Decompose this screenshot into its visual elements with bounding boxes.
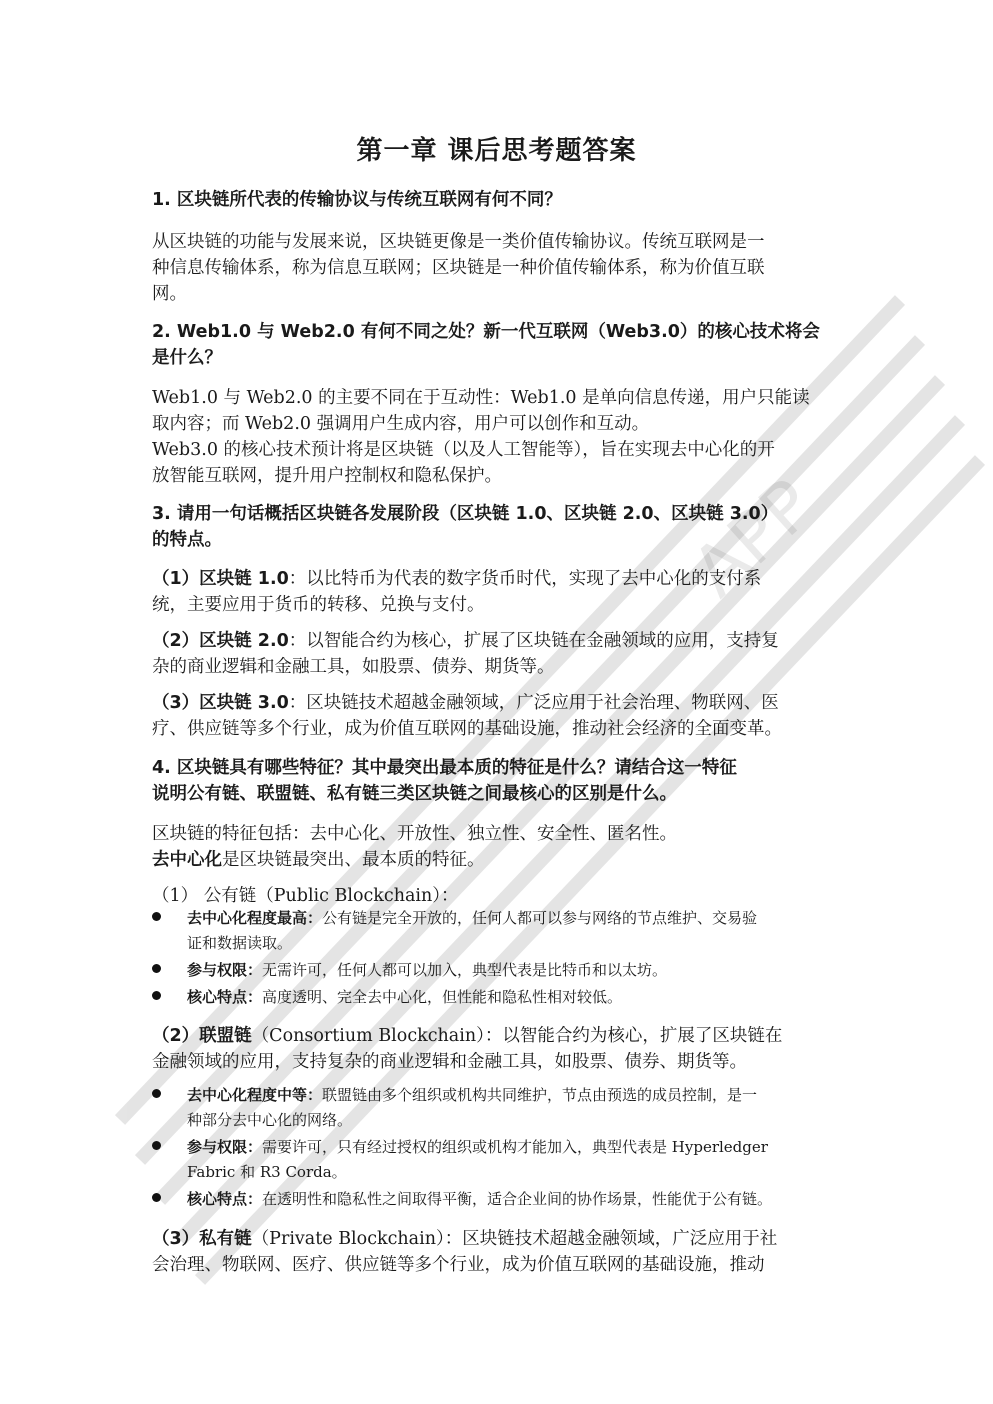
question-4-line: 说明公有链、联盟链、私有链三类区块链之间最核心的区别是什么。 [152,784,677,804]
private-text: （Private Blockchain）：区块链技术超越金融领域，广泛应用于社 [251,1229,778,1249]
bullet-item [187,986,622,1007]
stage-text: ：区块链技术超越金融领域，广泛应用于社会治理、物联网、医 [288,693,779,713]
answer-2-line: 取内容；而 Web2.0 强调用户生成内容，用户可以创作和互动。 [152,414,650,434]
bullet-text-line: Fabric 和 R3 Corda。 [187,1163,347,1181]
question-3-line: 3. 请用一句话概括区块链各发展阶段（区块链 1.0、区块链 2.0、区块链 3.0） [152,504,779,524]
stage-text-line: 杂的商业逻辑和金融工具，如股票、债券、期货等。 [152,657,555,677]
consortium-text: （Consortium Blockchain）：以智能合约为核心，扩展了区块链在 [251,1026,783,1046]
stage-text-line: 统，主要应用于货币的转移、兑换与支付。 [152,595,485,615]
bullet-item [187,907,757,928]
bullet-icon [152,1193,161,1202]
bullet-icon [152,1089,161,1098]
answer-1-line: 种信息传输体系，称为信息互联网；区块链是一种价值传输体系，称为价值互联 [152,258,765,278]
bullet-label: 参与权限： [187,1138,263,1156]
key-feature-rest: 是区块链最突出、最本质的特征。 [222,850,485,870]
stage-label: （2）区块链 2.0 [152,631,289,651]
question-4-line: 4. 区块链具有哪些特征？其中最突出最本质的特征是什么？请结合这一特征 [152,758,737,778]
bullet-label: 核心特点： [187,1190,263,1208]
bullet-label: 参与权限： [187,961,263,979]
answer-1-line: 从区块链的功能与发展来说，区块链更像是一类价值传输协议。传统互联网是一 [152,232,765,252]
consortium-chain-heading [152,1022,782,1047]
answer-2-line: Web3.0 的核心技术预计将是区块链（以及人工智能等），旨在实现去中心化的开 [152,440,775,460]
bullet-label: 核心特点： [187,988,263,1006]
stage-label: （1）区块链 1.0 [152,569,289,589]
consortium-label: （2）联盟链 [152,1026,252,1046]
features-text: 区块链的特征包括：去中心化、开放性、独立性、安全性、匿名性。 [152,824,677,844]
stage-label: （3）区块链 3.0 [152,693,289,713]
bullet-label: 去中心化程度最高： [187,909,323,927]
bullet-text: 联盟链由多个组织或机构共同维护，节点由预选的成员控制，是一 [322,1086,758,1104]
private-chain-heading [152,1225,777,1250]
question-2-line: 是什么？ [152,348,222,368]
bullet-item [187,1084,757,1105]
bullet-item [187,1188,772,1209]
bullet-item [187,959,667,980]
question-3-line: 的特点。 [152,530,222,550]
question-1: 1. 区块链所代表的传输协议与传统互联网有何不同？ [152,190,562,210]
question-2-line: 2. Web1.0 与 Web2.0 有何不同之处？新一代互联网（Web3.0）的核心技术将会 [152,322,820,342]
answer-2-line: 放智能互联网，提升用户控制权和隐私保护。 [152,466,502,486]
watermark-text: APP [676,463,830,613]
stage-item [152,565,761,590]
bullet-icon [152,912,161,921]
key-feature-line [152,846,485,871]
bullet-text: 在透明性和隐私性之间取得平衡，适合企业间的协作场景，性能优于公有链。 [262,1190,773,1208]
bullet-item [187,1136,768,1157]
bullet-text: 无需许可，任何人都可以加入，典型代表是比特币和以太坊。 [262,961,668,979]
bullet-text-line: 种部分去中心化的网络。 [187,1111,353,1129]
bullet-icon [152,991,161,1000]
stage-item [152,689,779,714]
stage-text: ：以比特币为代表的数字货币时代，实现了去中心化的支付系 [288,569,762,589]
page-title: 第一章 课后思考题答案 [356,136,637,166]
bullet-icon [152,1141,161,1150]
bullet-label: 去中心化程度中等： [187,1086,323,1104]
consortium-text-line: 金融领域的应用，支持复杂的商业逻辑和金融工具，如股票、债券、期货等。 [152,1052,747,1072]
private-label: （3）私有链 [152,1229,252,1249]
key-feature-bold: 去中心化 [152,850,222,870]
stage-text: ：以智能合约为核心，扩展了区块链在金融领域的应用，支持复 [288,631,779,651]
bullet-text: 需要许可，只有经过授权的组织或机构才能加入，典型代表是 Hyperledger [262,1138,768,1156]
stage-item [152,627,779,652]
bullet-text: 高度透明、完全去中心化，但性能和隐私性相对较低。 [262,988,623,1006]
answer-1-line: 网。 [152,284,187,304]
bullet-text: 公有链是完全开放的，任何人都可以参与网络的节点维护、交易验 [322,909,758,927]
bullet-icon [152,964,161,973]
answer-2-line: Web1.0 与 Web2.0 的主要不同在于互动性：Web1.0 是单向信息传递，用户只能读 [152,388,810,408]
bullet-text-line: 证和数据读取。 [187,934,293,952]
stage-text-line: 疗、供应链等多个行业，成为价值互联网的基础设施，推动社会经济的全面变革。 [152,719,782,739]
private-text-line: 会治理、物联网、医疗、供应链等多个行业，成为价值互联网的基础设施，推动 [152,1255,765,1275]
public-chain-heading: （1） 公有链（Public Blockchain）： [152,886,459,906]
